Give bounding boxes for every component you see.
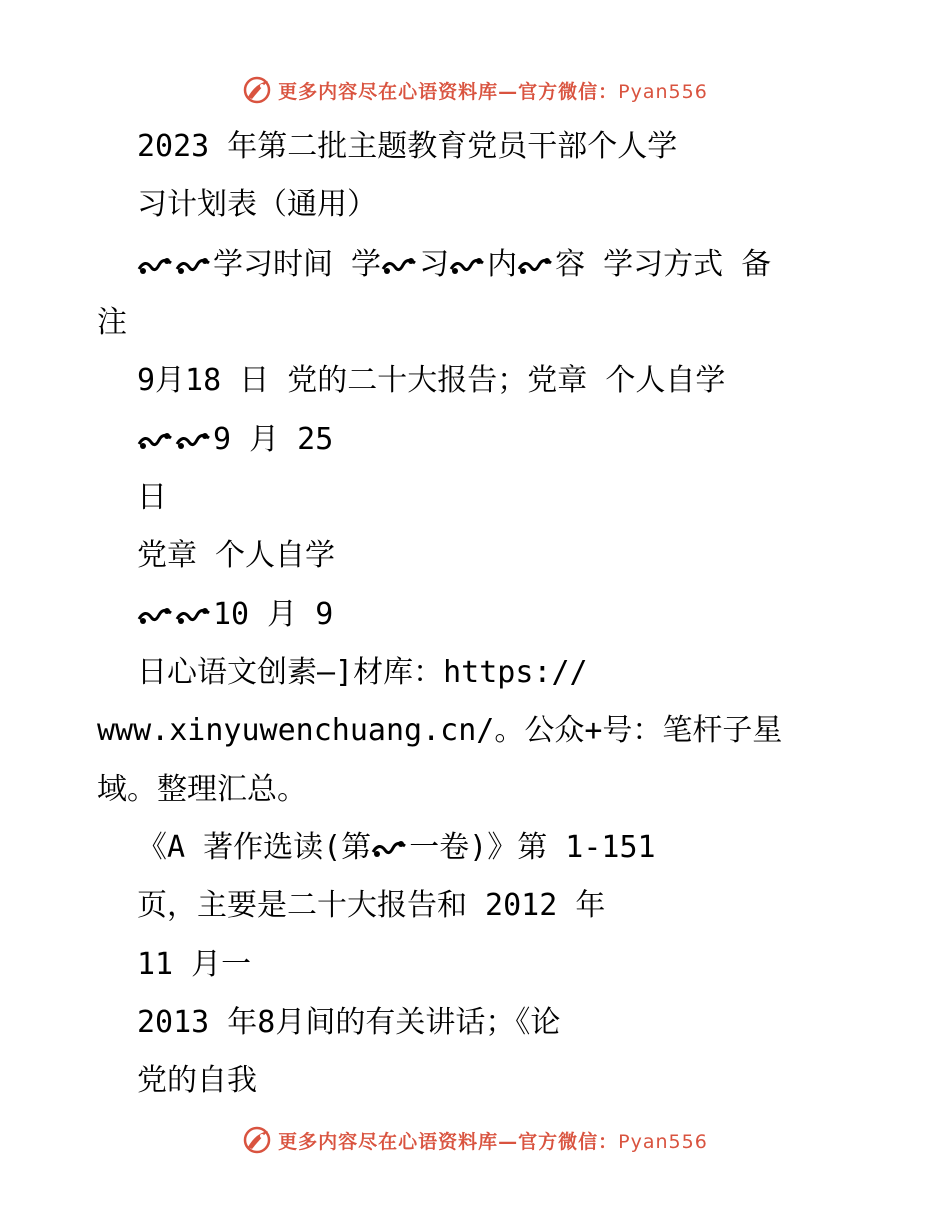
banner-text: 更多内容尽在心语资料库—官方微信：Pyan556 bbox=[278, 1130, 708, 1153]
table-row-2-date bbox=[137, 420, 333, 460]
header-banner bbox=[0, 70, 950, 110]
header-cell-c: 内 bbox=[487, 247, 518, 282]
book-line-5: 党的自我 bbox=[137, 1063, 257, 1098]
ornament-icon bbox=[517, 255, 555, 277]
book-a: 《A 著作选读(第 bbox=[137, 830, 372, 865]
book-line-4: 2013 年8月间的有关讲话；《论 bbox=[137, 1005, 561, 1040]
table-row-1: 9月18 日 党的二十大报告；党章 个人自学 bbox=[137, 363, 726, 398]
doc-title-line1: 2023 年第二批主题教育党员干部个人学 bbox=[137, 129, 678, 164]
wechat-id: Pyan556 bbox=[618, 1130, 708, 1153]
ornament-icon bbox=[371, 838, 409, 860]
brush-logo-icon bbox=[242, 1125, 272, 1155]
banner-text: 更多内容尽在心语资料库—官方微信：Pyan556 bbox=[278, 80, 708, 103]
row-2-date-text: 9 月 25 bbox=[213, 422, 334, 457]
url-line: www.xinyuwenchuang.cn/。公众+号：笔杆子星 bbox=[97, 713, 783, 748]
ornament-icon bbox=[449, 255, 487, 277]
ornament-icon bbox=[175, 605, 213, 627]
doc-title-line2: 习计划表（通用） bbox=[137, 187, 377, 222]
header-cell-d: 容 学习方式 备 bbox=[555, 247, 772, 282]
book-line-1 bbox=[137, 828, 656, 868]
header-cell-a: 学习时间 学 bbox=[213, 247, 382, 282]
brush-logo-icon bbox=[242, 75, 272, 105]
book-line-3: 11 月一 bbox=[137, 947, 252, 982]
ornament-icon bbox=[381, 255, 419, 277]
table-header-line bbox=[137, 245, 771, 285]
ornament-icon bbox=[137, 605, 175, 627]
table-row-2-day: 日 bbox=[137, 480, 167, 515]
ornament-icon bbox=[175, 430, 213, 452]
ornament-icon bbox=[175, 255, 213, 277]
row-3-date-text: 10 月 9 bbox=[213, 597, 334, 632]
ornament-icon bbox=[137, 255, 175, 277]
url-line-end: 域。整理汇总。 bbox=[97, 772, 307, 807]
ornament-icon bbox=[137, 430, 175, 452]
wechat-id: Pyan556 bbox=[618, 80, 708, 103]
table-row-2-content: 党章 个人自学 bbox=[137, 538, 336, 573]
table-row-3-date bbox=[137, 595, 333, 635]
footer-banner bbox=[0, 1120, 950, 1160]
book-line-2: 页，主要是二十大报告和 2012 年 bbox=[137, 888, 606, 923]
header-cell-e: 注 bbox=[97, 305, 127, 340]
book-b: 一卷)》第 1-151 bbox=[409, 830, 656, 865]
header-cell-b: 习 bbox=[419, 247, 450, 282]
table-row-3-day-url: 日心语文创素—]材库：https:// bbox=[137, 655, 588, 690]
